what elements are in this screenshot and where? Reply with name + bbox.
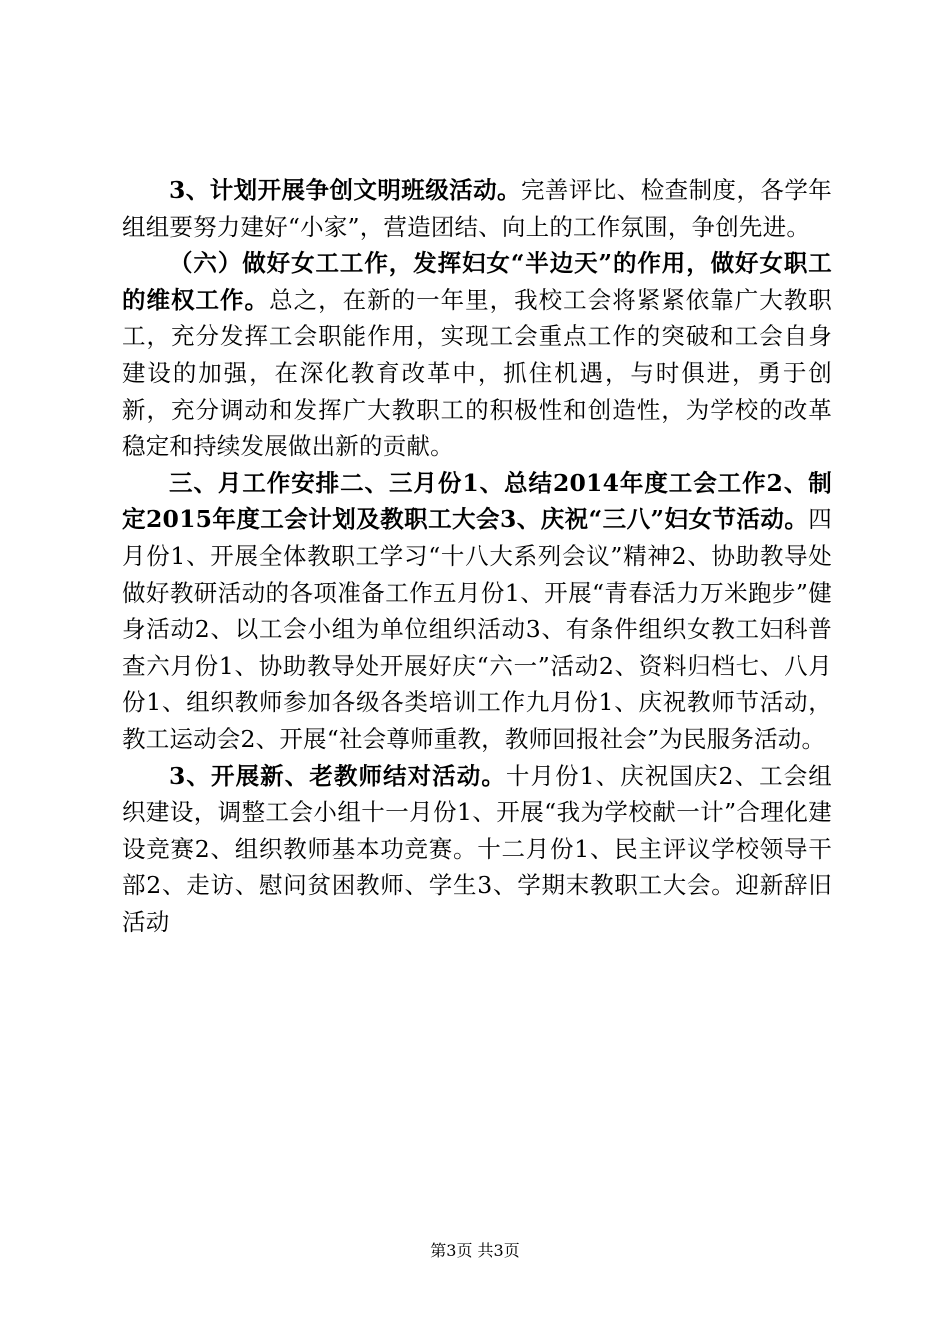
paragraph-heading: （六）做好女工工作，发挥妇女“半边天”的作用，做好女职工的维权工作。	[122, 249, 832, 314]
paragraph-heading: 3、计划开展争创文明班级活动。	[169, 176, 521, 204]
paragraph-female-staff	[122, 245, 832, 465]
paragraph-text: 四月份1、开展全体教职工学习“十八大系列会议”精神2、协助教导处做好教研活动的各项准备工作五月份1、开展“青春活力万米跑步”健身活动2、以工会小组为单位组织活动3、有条件组织女教工妇科普查六月份1、协助教导处开展好庆“六一”活动2、资料归档七、八月份1、组织教师参加各级各类培训工作九月份1、庆祝教师节活动，教工运动会2、开展“社会尊师重教，教师回报社会”为民服务活动。	[122, 505, 832, 753]
paragraph-text: 十月份1、庆祝国庆2、工会组织建设，调整工会小组十一月份1、开展“我为学校献一计”合理化建设竞赛2、组织教师基本功竞赛。十二月份1、民主评议学校领导干部2、走访、慰问贫困教师、学生3、学期末教职工大会。迎新辞旧活动	[122, 761, 833, 936]
paragraph-monthly-schedule	[122, 465, 832, 758]
paragraph-heading: 三、月工作安排二、三月份1、总结2014年度工会工作2、制定2015年度工会计划及教职工大会3、庆祝“三八”妇女节活动。	[122, 468, 832, 534]
paragraph-mentoring	[122, 758, 832, 941]
page-footer: 第3页 共3页	[430, 1241, 520, 1260]
paragraph-heading: 3、开展新、老教师结对活动。	[169, 761, 506, 790]
paragraph-text: 总之，在新的一年里，我校工会将紧紧依靠广大教职工，充分发挥工会职能作用，实现工会重点工作的突破和工会自身建设的加强，在深化教育改革中，抓住机遇，与时俱进，勇于创新，充分调动和发挥广大教职工的积极性和创造性，为学校的改革稳定和持续发展做出新的贡献。	[122, 285, 832, 461]
document-body	[122, 172, 832, 940]
paragraph-text: 完善评比、检查制度，各学年组组要努力建好“小家”，营造团结、向上的工作氛围，争创先进。	[122, 176, 832, 241]
paragraph-class-activity	[122, 172, 832, 245]
